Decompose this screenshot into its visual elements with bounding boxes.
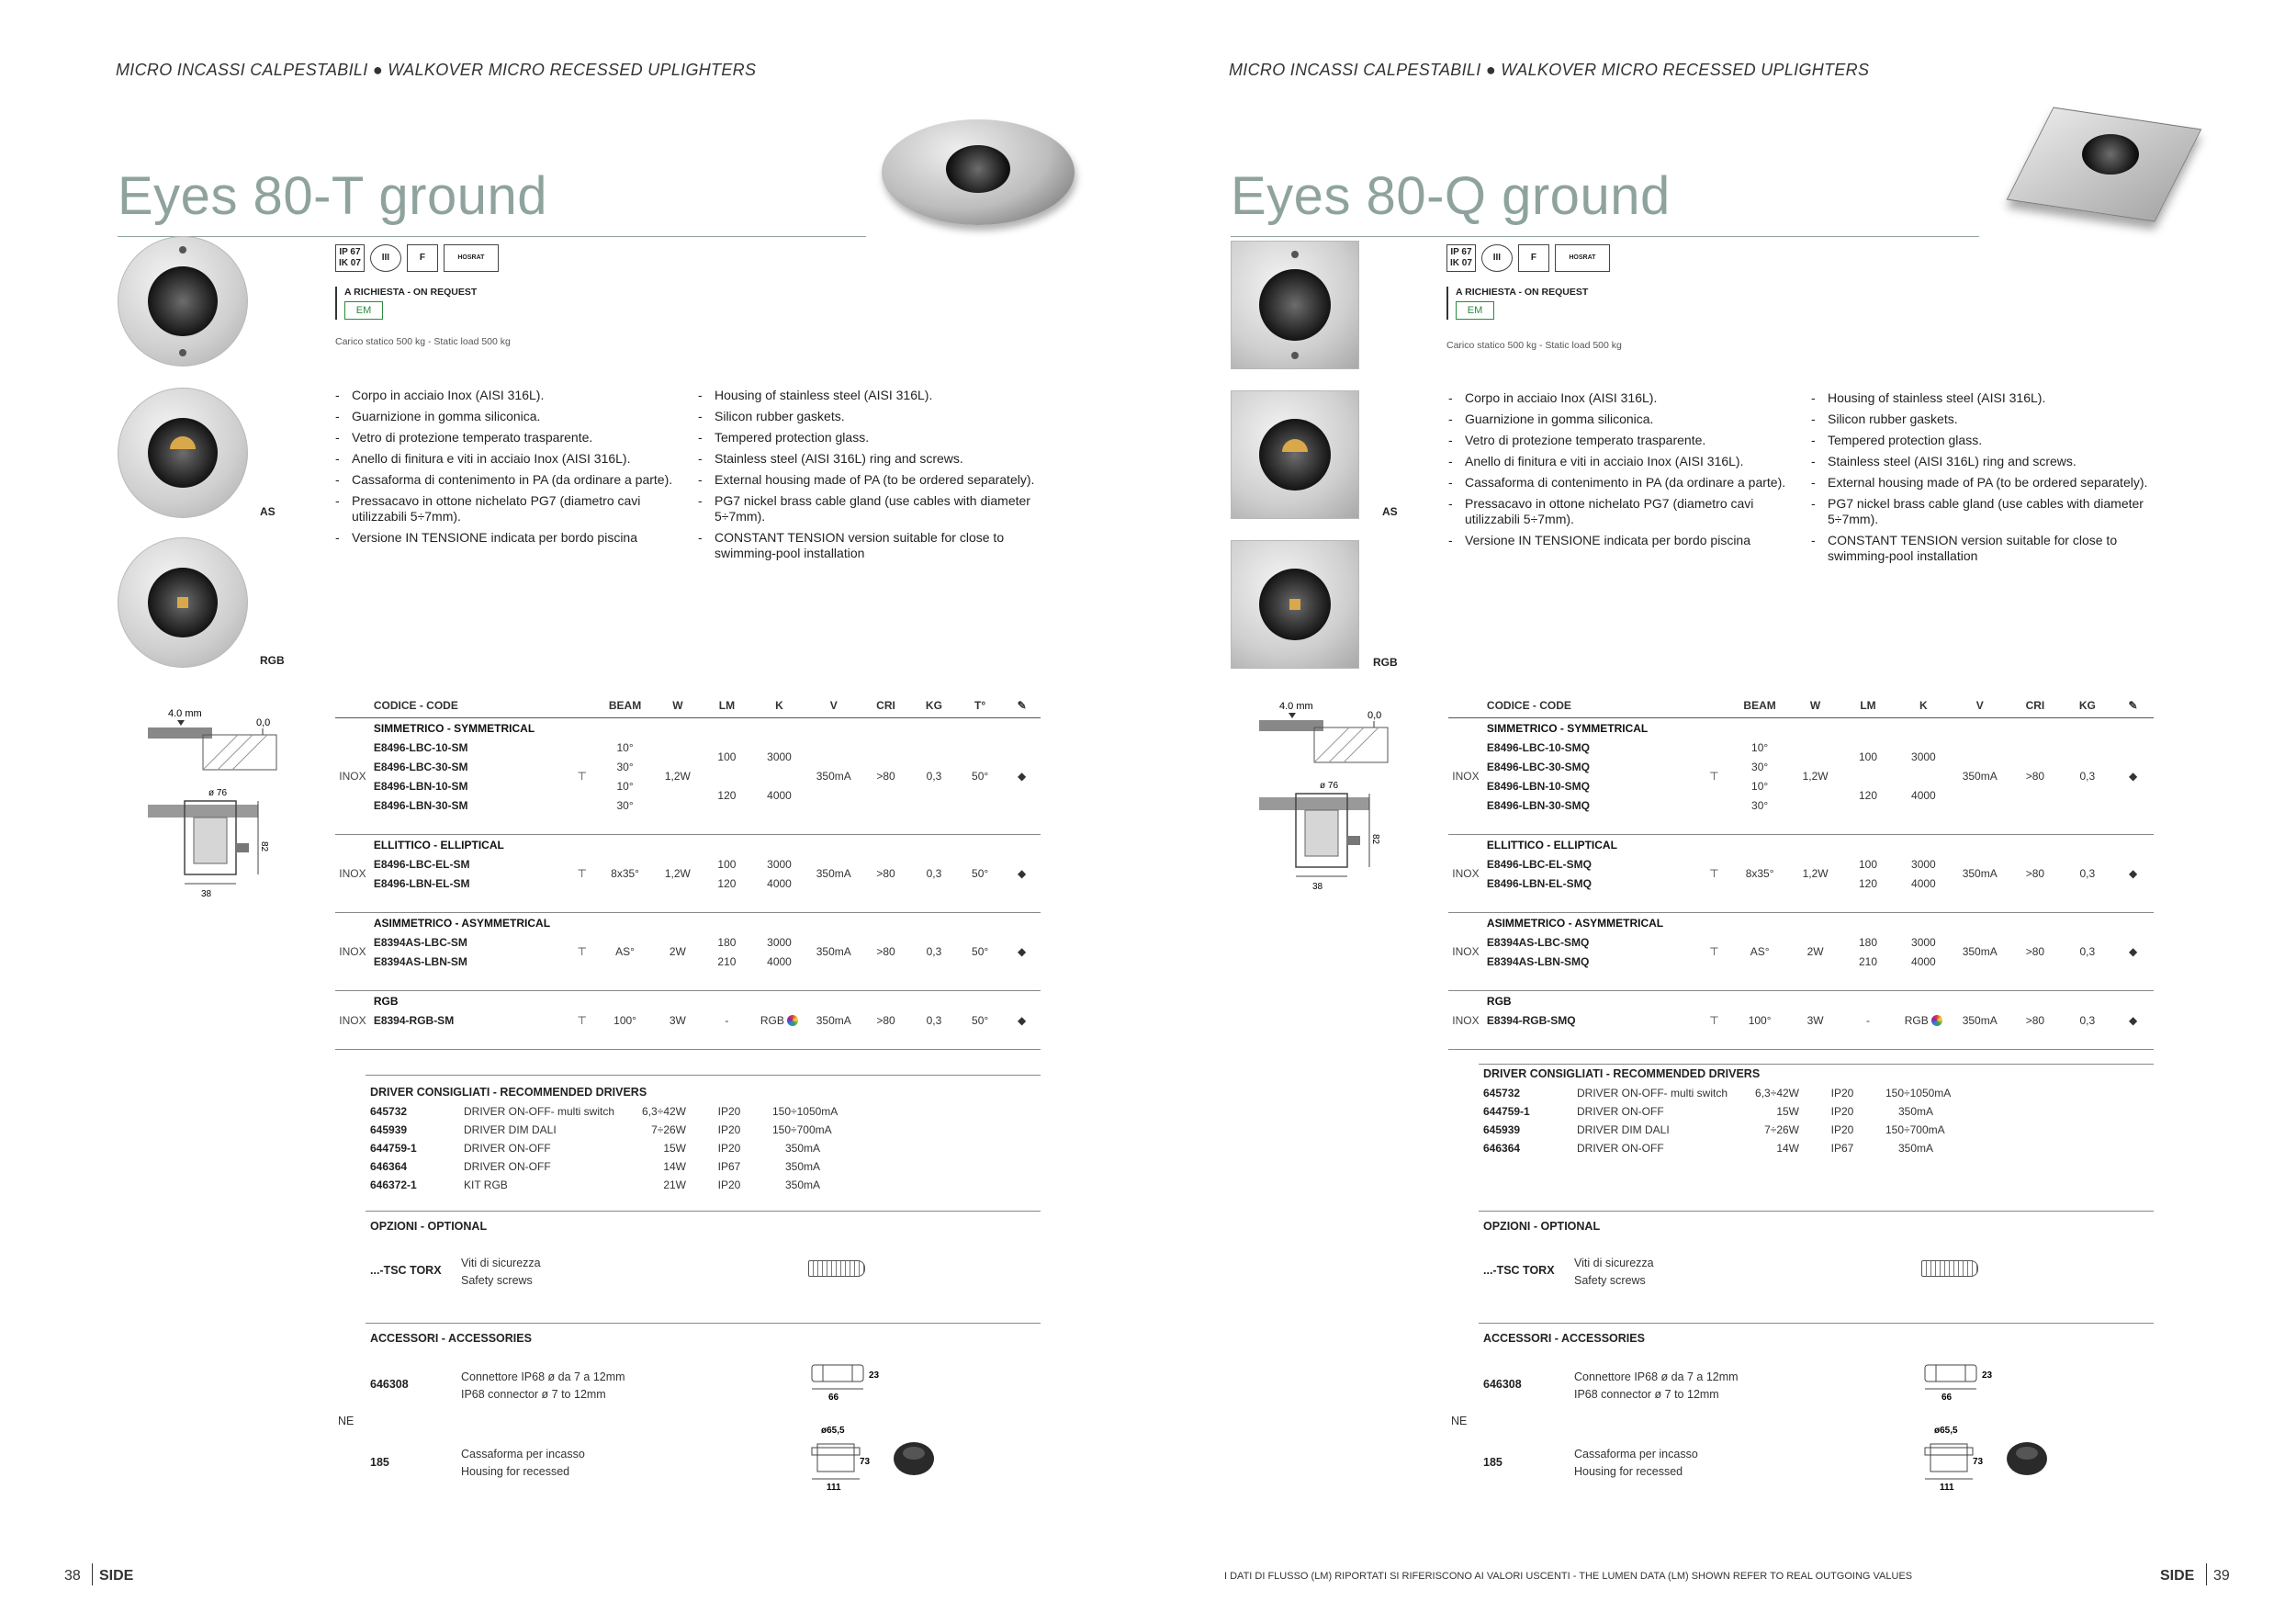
spot-icon: ⊤ bbox=[1709, 867, 1719, 880]
drivers-table-left bbox=[365, 1102, 843, 1194]
pencil-icon: ✎ bbox=[1003, 694, 1041, 718]
table-row: 644759-1 DRIVER ON-OFF 15W IP20 350mA bbox=[1483, 1105, 1934, 1118]
acc-finish-left: NE bbox=[338, 1415, 355, 1427]
list-item: - Cassaforma di contenimento in PA (da ordinare a parte). bbox=[1448, 475, 1797, 491]
list-item: - Cassaforma di contenimento in PA (da ordinare a parte). bbox=[335, 472, 684, 488]
svg-text:82: 82 bbox=[259, 841, 269, 852]
svg-text:ø65,5: ø65,5 bbox=[1934, 1426, 1958, 1436]
f-mark-icon: F bbox=[407, 244, 438, 272]
optional-code-right: ...-TSC TORX bbox=[1483, 1264, 1555, 1277]
acc1-desc-right: Connettore IP68 ø da 7 a 12mm IP68 connector ø 7 to 12mm bbox=[1574, 1370, 1739, 1401]
list-item: - Vetro di protezione temperato trasparente. bbox=[1448, 433, 1797, 448]
group-asymmetrical: ASIMMETRICO - ASYMMETRICAL bbox=[1486, 916, 1664, 930]
list-item: - Versione IN TENSIONE indicata per bordo piscina bbox=[1448, 533, 1797, 548]
list-item: - Corpo in acciaio Inox (AISI 316L). bbox=[1448, 390, 1797, 406]
col-beam: BEAM bbox=[597, 694, 654, 718]
product-photo-standard-left bbox=[118, 236, 248, 367]
col-cri: CRI bbox=[2008, 694, 2062, 718]
table-row: INOX E8496-LBC-10-SMQ ⊤ 10° 1,2W 100 3000 350mA >80 0,3 ◆ bbox=[1448, 738, 2154, 757]
rgb-color-icon bbox=[787, 1015, 798, 1026]
svg-text:66: 66 bbox=[828, 1393, 839, 1403]
table-row: INOX E8394AS-LBC-SM ⊤ AS° 2W 180 3000 350mA >80 0,3 50° ◆ bbox=[335, 932, 1041, 952]
acc2-desc-left: Cassaforma per incasso Housing for recessed bbox=[461, 1448, 585, 1478]
list-item: - Stainless steel (AISI 316L) ring and screws. bbox=[1811, 454, 2160, 469]
section-header-right: MICRO INCASSI CALPESTABILI ● WALKOVER MICRO RECESSED UPLIGHTERS bbox=[1229, 61, 1870, 79]
brand-right: SIDE bbox=[2160, 1568, 2195, 1584]
technical-drawing-right bbox=[1254, 698, 1396, 896]
acc2-desc-right: Cassaforma per incasso Housing for recessed bbox=[1574, 1448, 1698, 1478]
variant-label-as-left: AS bbox=[260, 505, 276, 518]
table-row: E8496-LBN-30-SM 30° bbox=[373, 798, 634, 812]
group-elliptical: ELLITTICO - ELLIPTICAL bbox=[1486, 838, 1617, 851]
col-w: W bbox=[654, 694, 703, 718]
table-row: 646364 DRIVER ON-OFF 14W IP67 350mA bbox=[370, 1160, 821, 1173]
on-request-block-right bbox=[1446, 287, 1588, 320]
on-request-label: A RICHIESTA - ON REQUEST bbox=[1456, 287, 1589, 298]
svg-text:111: 111 bbox=[827, 1483, 841, 1493]
title-rule-left bbox=[118, 236, 866, 237]
optional-title-right: OPZIONI - OPTIONAL bbox=[1483, 1220, 1601, 1233]
f-mark-icon: F bbox=[1518, 244, 1549, 272]
optional-desc-right: Viti di sicurezza Safety screws bbox=[1574, 1257, 1654, 1287]
table-row: E8496-LBN-EL-SM 120 4000 bbox=[373, 876, 792, 890]
svg-text:4.0 mm: 4.0 mm bbox=[168, 708, 202, 719]
optional-title-left: OPZIONI - OPTIONAL bbox=[370, 1220, 488, 1233]
list-item: - Pressacavo in ottone nichelato PG7 (diametro cavi utilizzabili 5÷7mm). bbox=[1448, 496, 1797, 527]
list-item: - External housing made of PA (to be ordered separately). bbox=[698, 472, 1047, 488]
svg-text:ø 76: ø 76 bbox=[1320, 781, 1339, 791]
acc2-code-left: 185 bbox=[370, 1456, 389, 1469]
acc1-code-right: 646308 bbox=[1483, 1378, 1522, 1391]
accessories-title-right: ACCESSORI - ACCESSORIES bbox=[1483, 1332, 1645, 1345]
variant-label-as-right: AS bbox=[1382, 505, 1398, 518]
hosrat-icon: HOSRAT bbox=[1555, 244, 1610, 272]
drivers-title-right: DRIVER CONSIGLIATI - RECOMMENDED DRIVERS bbox=[1483, 1067, 1761, 1080]
table-row: E8394AS-LBN-SMQ 210 4000 bbox=[1486, 954, 1936, 968]
spot-icon: ⊤ bbox=[1709, 770, 1719, 783]
emergency-icon: EM bbox=[1456, 301, 1494, 320]
list-item: - External housing made of PA (to be ordered separately). bbox=[1811, 475, 2160, 491]
list-item: - Silicon rubber gaskets. bbox=[698, 409, 1047, 424]
table-row: INOX E8496-LBC-10-SM ⊤ 10° 1,2W 100 3000 350mA >80 0,3 50° ◆ bbox=[335, 738, 1041, 757]
spec-table-left bbox=[335, 694, 1041, 1050]
product-photo-rgb-right bbox=[1231, 540, 1359, 669]
svg-text:0,0: 0,0 bbox=[1367, 710, 1382, 721]
list-item: - Tempered protection glass. bbox=[1811, 433, 2160, 448]
group-asymmetrical: ASIMMETRICO - ASYMMETRICAL bbox=[373, 916, 551, 930]
col-v: V bbox=[1952, 694, 2008, 718]
connector-drawing-right bbox=[1921, 1359, 1995, 1404]
table-row: INOX E8496-LBC-EL-SM ⊤ 8x35° 1,2W 100 3000 350mA >80 0,3 50° ◆ bbox=[335, 854, 1041, 874]
product-photo-rgb-left bbox=[118, 537, 248, 668]
svg-text:82: 82 bbox=[1370, 834, 1380, 845]
col-kg: KG bbox=[2063, 694, 2113, 718]
page-number-left: 38 bbox=[64, 1568, 81, 1584]
svg-text:ø 76: ø 76 bbox=[208, 788, 228, 798]
asym-spot-icon: ⊤ bbox=[1709, 945, 1719, 958]
table-row: 645732 DRIVER ON-OFF- multi switch 6,3÷42W IP20 150÷1050mA bbox=[370, 1105, 838, 1118]
on-request-block-left bbox=[335, 287, 477, 320]
divider bbox=[1479, 1211, 2154, 1212]
group-rgb: RGB bbox=[373, 994, 399, 1008]
product-photo-standard-right bbox=[1231, 241, 1359, 369]
group-symmetrical: SIMMETRICO - SYMMETRICAL bbox=[1486, 721, 1649, 735]
product-title-right: Eyes 80-Q ground bbox=[1231, 166, 1671, 226]
svg-text:ø65,5: ø65,5 bbox=[821, 1426, 845, 1436]
screw-icon bbox=[808, 1260, 865, 1277]
table-row: E8394AS-LBN-SM 210 4000 bbox=[373, 954, 792, 968]
list-item: - Guarnizione in gomma siliconica. bbox=[1448, 412, 1797, 427]
svg-text:38: 38 bbox=[1312, 882, 1323, 892]
acc1-code-left: 646308 bbox=[370, 1378, 409, 1391]
col-code: CODICE - CODE bbox=[1483, 694, 1698, 718]
divider bbox=[366, 1075, 1041, 1076]
col-cri: CRI bbox=[861, 694, 911, 718]
product-photo-as-right bbox=[1231, 390, 1359, 519]
pencil-icon: ✎ bbox=[2112, 694, 2154, 718]
col-k: K bbox=[752, 694, 807, 718]
connector-drawing-left bbox=[808, 1359, 882, 1404]
list-item: - Versione IN TENSIONE indicata per bordo piscina bbox=[335, 530, 684, 546]
col-beam: BEAM bbox=[1729, 694, 1789, 718]
technical-drawing-left bbox=[142, 705, 285, 903]
table-row: E8496-LBN-EL-SMQ 120 4000 bbox=[1486, 876, 1936, 890]
svg-text:4.0 mm: 4.0 mm bbox=[1279, 701, 1313, 712]
static-load-left: Carico statico 500 kg - Static load 500 kg bbox=[335, 336, 511, 347]
table-row: 646372-1 KIT RGB 21W IP20 350mA bbox=[370, 1179, 821, 1191]
acc-finish-right: NE bbox=[1451, 1415, 1468, 1427]
col-t: T° bbox=[957, 694, 1003, 718]
spot-icon: ⊤ bbox=[577, 1013, 587, 1027]
list-item: - CONSTANT TENSION version suitable for close to swimming-pool installation bbox=[698, 530, 1047, 561]
certification-icons-left bbox=[335, 244, 499, 272]
rgb-color-icon bbox=[1931, 1015, 1942, 1026]
features-it-right bbox=[1448, 390, 1797, 554]
col-kg: KG bbox=[911, 694, 957, 718]
svg-text:73: 73 bbox=[1973, 1457, 1984, 1467]
footer-divider bbox=[2206, 1563, 2207, 1585]
list-item: - Anello di finitura e viti in acciaio Inox (AISI 316L). bbox=[335, 451, 684, 467]
screw-icon bbox=[1921, 1260, 1978, 1277]
spot-icon: ⊤ bbox=[577, 770, 587, 783]
table-row: E8496-LBN-10-SM 10° 120 4000 bbox=[373, 779, 792, 802]
svg-text:23: 23 bbox=[869, 1370, 880, 1381]
list-item: - Silicon rubber gaskets. bbox=[1811, 412, 2160, 427]
features-en-left bbox=[698, 388, 1047, 567]
on-request-label: A RICHIESTA - ON REQUEST bbox=[344, 287, 478, 298]
class-iii-icon: III bbox=[1481, 244, 1513, 272]
list-item: - Tempered protection glass. bbox=[698, 430, 1047, 445]
col-k: K bbox=[1896, 694, 1953, 718]
optional-code-left: ...-TSC TORX bbox=[370, 1264, 442, 1277]
group-rgb: RGB bbox=[1486, 994, 1512, 1008]
col-lm: LM bbox=[1840, 694, 1895, 718]
col-lm: LM bbox=[702, 694, 751, 718]
divider bbox=[366, 1323, 1041, 1324]
page-number-right: 39 bbox=[2213, 1568, 2230, 1584]
table-row: 646364 DRIVER ON-OFF 14W IP67 350mA bbox=[1483, 1142, 1934, 1155]
optional-desc-left: Viti di sicurezza Safety screws bbox=[461, 1257, 541, 1287]
svg-text:111: 111 bbox=[1940, 1483, 1954, 1493]
features-it-left bbox=[335, 388, 684, 551]
acc2-code-right: 185 bbox=[1483, 1456, 1503, 1469]
spot-icon: ⊤ bbox=[1709, 1013, 1719, 1027]
drivers-title-left: DRIVER CONSIGLIATI - RECOMMENDED DRIVERS bbox=[370, 1086, 647, 1099]
list-item: - PG7 nickel brass cable gland (use cables with diameter 5÷7mm). bbox=[698, 493, 1047, 524]
divider bbox=[1479, 1323, 2154, 1324]
brand-left: SIDE bbox=[99, 1568, 134, 1584]
list-item: - Housing of stainless steel (AISI 316L). bbox=[698, 388, 1047, 403]
static-load-right: Carico statico 500 kg - Static load 500 kg bbox=[1446, 340, 1622, 351]
lumen-note: I DATI DI FLUSSO (LM) RIPORTATI SI RIFERISCONO AI VALORI USCENTI - THE LUMEN DATA (LM) SHOWN REFER TO REAL OUTGOING VALUES bbox=[1224, 1571, 1913, 1582]
class-iii-icon: III bbox=[370, 244, 401, 272]
svg-text:73: 73 bbox=[860, 1457, 871, 1467]
variant-label-rgb-left: RGB bbox=[260, 654, 285, 667]
group-symmetrical: SIMMETRICO - SYMMETRICAL bbox=[373, 721, 535, 735]
list-item: - PG7 nickel brass cable gland (use cables with diameter 5÷7mm). bbox=[1811, 496, 2160, 527]
svg-text:0,0: 0,0 bbox=[256, 717, 271, 728]
divider bbox=[1479, 1064, 2154, 1065]
list-item: - Guarnizione in gomma siliconica. bbox=[335, 409, 684, 424]
housing-drawing-right bbox=[1921, 1424, 2050, 1493]
col-v: V bbox=[806, 694, 861, 718]
hero-product-image-right bbox=[1998, 99, 2218, 237]
housing-drawing-left bbox=[808, 1424, 937, 1493]
asym-spot-icon: ⊤ bbox=[577, 945, 587, 958]
emergency-icon: EM bbox=[344, 301, 383, 320]
ip-ik-rating-icon: IP 67 IK 07 bbox=[1446, 244, 1476, 272]
col-w: W bbox=[1790, 694, 1841, 718]
footer-divider bbox=[92, 1563, 93, 1585]
accessories-title-left: ACCESSORI - ACCESSORIES bbox=[370, 1332, 532, 1345]
certification-icons-right bbox=[1446, 244, 1610, 272]
list-item: - Anello di finitura e viti in acciaio Inox (AISI 316L). bbox=[1448, 454, 1797, 469]
section-header-left: MICRO INCASSI CALPESTABILI ● WALKOVER MICRO RECESSED UPLIGHTERS bbox=[116, 61, 757, 79]
table-row: INOX E8394-RGB-SM ⊤ 100° 3W - RGB 350mA >80 0,3 50° ◆ bbox=[335, 1010, 1041, 1030]
table-row: INOX E8496-LBC-EL-SMQ ⊤ 8x35° 1,2W 100 3000 350mA >80 0,3 ◆ bbox=[1448, 854, 2154, 874]
hosrat-icon: HOSRAT bbox=[444, 244, 499, 272]
product-title-left: Eyes 80-T ground bbox=[118, 166, 547, 226]
variant-label-rgb-right: RGB bbox=[1373, 656, 1398, 669]
drivers-table-right bbox=[1478, 1084, 1956, 1157]
table-row: E8496-LBC-30-SMQ 30° bbox=[1486, 760, 1769, 773]
svg-text:66: 66 bbox=[1941, 1393, 1953, 1403]
divider bbox=[366, 1211, 1041, 1212]
list-item: - Pressacavo in ottone nichelato PG7 (diametro cavi utilizzabili 5÷7mm). bbox=[335, 493, 684, 524]
list-item: - Stainless steel (AISI 316L) ring and screws. bbox=[698, 451, 1047, 467]
table-row: 645732 DRIVER ON-OFF- multi switch 6,3÷42W IP20 150÷1050mA bbox=[1483, 1087, 1952, 1100]
group-elliptical: ELLITTICO - ELLIPTICAL bbox=[373, 838, 504, 851]
list-item: - Corpo in acciaio Inox (AISI 316L). bbox=[335, 388, 684, 403]
table-row: 645939 DRIVER DIM DALI 7÷26W IP20 150÷700mA bbox=[1483, 1123, 1945, 1136]
svg-text:23: 23 bbox=[1982, 1370, 1993, 1381]
svg-text:38: 38 bbox=[201, 889, 212, 899]
features-en-right bbox=[1811, 390, 2160, 570]
table-row: E8496-LBN-30-SMQ 30° bbox=[1486, 798, 1769, 812]
table-row: E8496-LBC-30-SM 30° bbox=[373, 760, 634, 773]
product-photo-as-left bbox=[118, 388, 248, 518]
spec-table-right bbox=[1448, 694, 2154, 1050]
table-row: 645939 DRIVER DIM DALI 7÷26W IP20 150÷700mA bbox=[370, 1123, 832, 1136]
table-row: 644759-1 DRIVER ON-OFF 15W IP20 350mA bbox=[370, 1142, 821, 1155]
title-rule-right bbox=[1231, 236, 1979, 237]
table-row: E8496-LBN-10-SMQ 10° 120 4000 bbox=[1486, 779, 1936, 802]
table-row: INOX E8394-RGB-SMQ ⊤ 100° 3W - RGB 350mA >80 0,3 ◆ bbox=[1448, 1010, 2154, 1030]
list-item: - Housing of stainless steel (AISI 316L). bbox=[1811, 390, 2160, 406]
col-code: CODICE - CODE bbox=[370, 694, 568, 718]
table-row: INOX E8394AS-LBC-SMQ ⊤ AS° 2W 180 3000 350mA >80 0,3 ◆ bbox=[1448, 932, 2154, 952]
list-item: - Vetro di protezione temperato trasparente. bbox=[335, 430, 684, 445]
list-item: - CONSTANT TENSION version suitable for close to swimming-pool installation bbox=[1811, 533, 2160, 564]
hero-product-image-left bbox=[882, 119, 1075, 225]
ip-ik-rating-icon: IP 67 IK 07 bbox=[335, 244, 365, 272]
spot-icon: ⊤ bbox=[577, 867, 587, 880]
acc1-desc-left: Connettore IP68 ø da 7 a 12mm IP68 connector ø 7 to 12mm bbox=[461, 1370, 625, 1401]
